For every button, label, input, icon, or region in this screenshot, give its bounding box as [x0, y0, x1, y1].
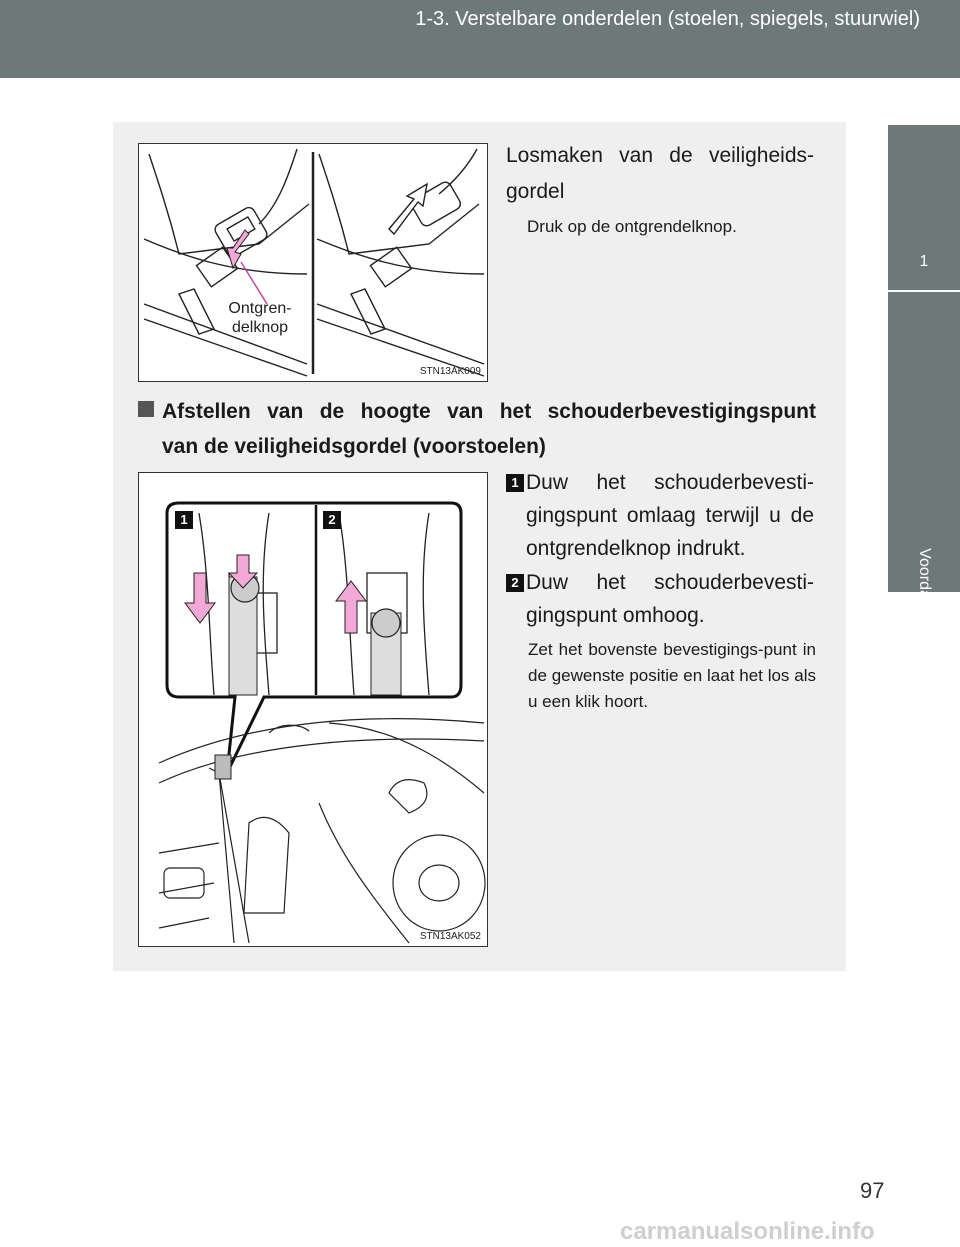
step-text: Duw het schouderbevesti-gingspunt omlaag terwijl u de ontgrendelknop indrukt. [526, 471, 814, 560]
step-item [506, 466, 814, 565]
figure-step-badge-2: 2 [323, 511, 341, 529]
figure-step-badge-1: 1 [175, 511, 193, 529]
section-heading-height-adjust: Afstellen van de hoogte van het schouderbevestigingspunt van de veiligheidsgordel (voorstoelen) [138, 394, 816, 464]
release-button-label: Ontgren- delknop [228, 300, 292, 336]
step-item [506, 566, 814, 632]
page-number: 97 [860, 1178, 885, 1203]
side-tab-number [888, 125, 960, 290]
chapter-title: 1-3. Verstelbare onderdelen (stoelen, spiegels, stuurwiel) [415, 8, 920, 30]
seatbelt-release-illustration [139, 144, 487, 381]
section-body-release: Druk op de ontgrendelknop. [527, 217, 737, 236]
side-tab-section [888, 292, 960, 696]
figure-code: STN13AK009 [419, 366, 481, 377]
section-title-release: Losmaken van de veiligheids-gordel [506, 144, 814, 203]
step-note: Zet het bovenste bevestigings-punt in de gewenste positie en laat het los als u een klik hoort. [528, 640, 816, 711]
figure-shoulder-anchor [138, 472, 488, 947]
side-tab-section-label: Voordat u gaat rijden [916, 548, 933, 696]
watermark-text: carmanualsonline.info [620, 1218, 875, 1245]
figure-seatbelt-release [138, 143, 488, 382]
step-badge: 2 [506, 574, 524, 592]
side-tab-number-label: 1 [919, 253, 929, 270]
page-header [0, 0, 960, 78]
step-badge: 1 [506, 474, 524, 492]
heading-bullet-square [138, 401, 154, 417]
step-text: Duw het schouderbevesti-gingspunt omhoog. [526, 571, 814, 627]
figure-code: STN13AK052 [419, 931, 481, 942]
shoulder-anchor-illustration [139, 473, 487, 946]
